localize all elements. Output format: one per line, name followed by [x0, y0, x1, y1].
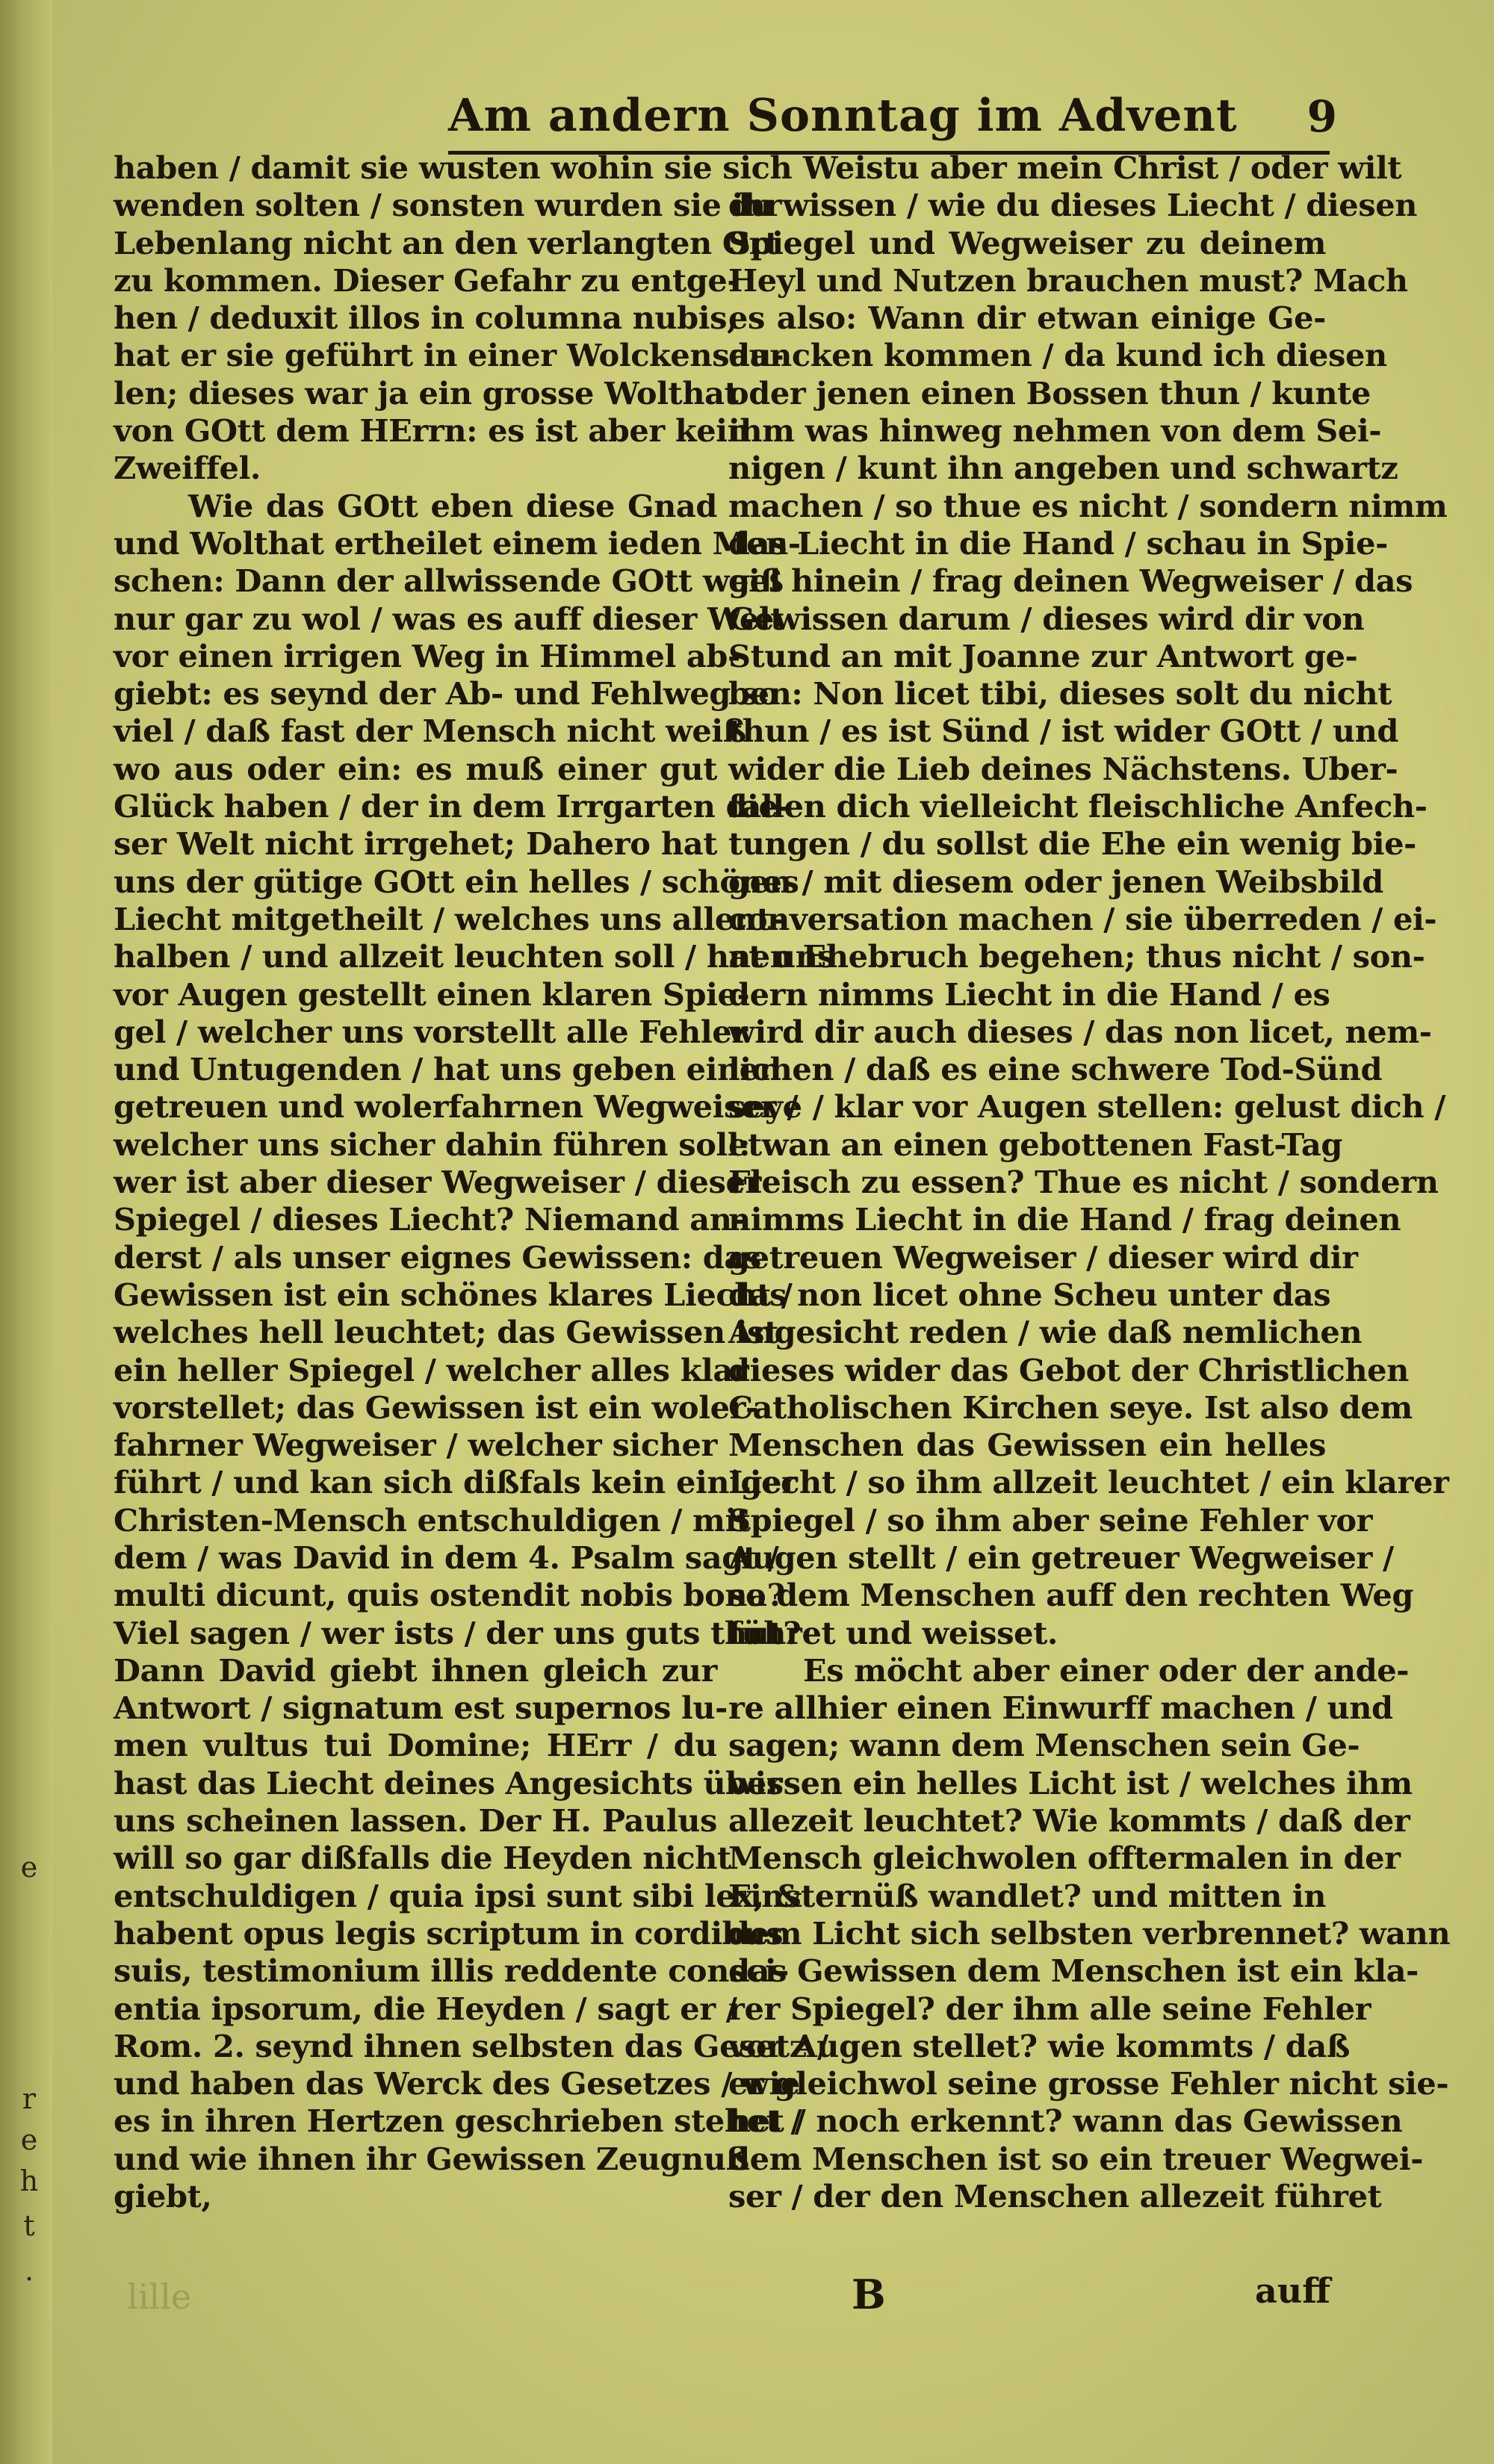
text-line: hast das Liecht deines Angesichts über	[114, 1764, 783, 1802]
text-line: Viel sagen / wer ists / der uns guts thut?	[114, 1614, 802, 1651]
text-line: oder jenen einen Bossen thun / kunte	[728, 374, 1371, 412]
text-line: hat er sie geführt in einer Wolckensau-	[114, 337, 784, 374]
text-line: nigen / kunt ihn angeben und schwartz	[728, 450, 1398, 487]
text-line: schen: Dann der allwissende GOtt weiß	[114, 562, 784, 600]
text-line: Christen-Mensch entschuldigen / mit	[114, 1501, 751, 1539]
text-line: führet und weisset.	[728, 1614, 1058, 1651]
catchword: auff	[1255, 2271, 1331, 2311]
text-line: Antwort / signatum est supernos lu-	[114, 1689, 728, 1727]
text-line: Gewissen darum / dieses wird dir von	[728, 600, 1365, 637]
text-line: ihm was hinweg nehmen von dem Sei-	[728, 412, 1382, 450]
text-line: Mensch gleichwolen offtermalen in der	[728, 1840, 1401, 1877]
text-line: suis, testimonium illis reddente consci-	[114, 1952, 790, 1990]
text-line: Rom. 2. seynd ihnen selbsten das Gesetz /	[114, 2027, 828, 2064]
text-line: Stund an mit Joanne zur Antwort ge-	[728, 637, 1358, 674]
text-line: nimms Liecht in die Hand / frag deinen	[728, 1201, 1401, 1238]
text-line: thun / es ist Sünd / ist wider GOtt / und	[728, 713, 1399, 750]
text-line: Es möcht aber einer oder der ande-	[803, 1651, 1410, 1689]
text-line: Lebenlang nicht an den verlangten Ort	[114, 224, 779, 261]
text-line: allezeit leuchtet? Wie kommts / daß der	[728, 1802, 1410, 1840]
text-line: es also: Wann dir etwan einige Ge-	[728, 300, 1326, 337]
text-line: dern nimms Liecht in die Hand / es	[728, 975, 1330, 1013]
bleed-through-text: lille	[127, 2277, 192, 2317]
text-line: derst / als unser eignes Gewissen: das	[114, 1238, 761, 1276]
text-line: uns der gütige GOtt ein helles / schönes	[114, 863, 799, 900]
text-line: Finsternüß wandlet? und mitten in	[728, 1877, 1327, 1914]
text-line: halben / und allzeit leuchten soll / hat uns	[114, 938, 835, 975]
text-line: entia ipsorum, die Heyden / sagt er /	[114, 1990, 737, 2027]
text-line: Augen stellt / ein getreuer Wegweiser /	[728, 1539, 1394, 1576]
text-line: Liecht mitgetheilt / welches uns allent-	[114, 900, 784, 937]
text-line: habent opus legis scriptum in cordibus	[114, 1914, 784, 1952]
text-line: es in ihren Hertzen geschrieben stehet /	[114, 2103, 802, 2140]
text-line: nur gar zu wol / was es auff dieser Welt	[114, 600, 784, 637]
text-line: führt / und kan sich dißfals kein einiger	[114, 1464, 798, 1501]
running-title: Am andern Sonntag im Advent	[448, 90, 1238, 142]
text-line: conversation machen / sie überreden / ei-	[728, 900, 1437, 937]
text-line: getreuen und wolerfahrnen Wegweiser /	[114, 1088, 799, 1126]
text-line: das non licet ohne Scheu unter das	[728, 1276, 1331, 1313]
text-line: Angesicht reden / wie daß nemlichen	[728, 1314, 1363, 1351]
text-line: Catholischen Kirchen seye. Ist also dem	[728, 1388, 1413, 1426]
text-line: Gewissen ist ein schönes klares Liecht /	[114, 1276, 793, 1313]
text-line: wenden solten / sonsten wurden sie ihr	[114, 187, 782, 224]
text-line: wissen ein helles Licht ist / welches ihm	[728, 1764, 1413, 1802]
margin-fragment: r	[22, 2082, 37, 2115]
text-line: ser Welt nicht irrgehet; Dahero hat	[114, 825, 717, 863]
text-line: Heyl und Nutzen brauchen must? Mach	[728, 261, 1408, 299]
text-line: und Untugenden / hat uns geben einen	[114, 1051, 781, 1088]
text-line: vor Augen stellet? wie kommts / daß	[728, 2027, 1350, 2064]
text-line: rer Spiegel? der ihm alle seine Fehler	[728, 1990, 1371, 2027]
text-line: und wie ihnen ihr Gewissen Zeugnuß	[114, 2140, 749, 2177]
text-line: welcher uns sicher dahin führen soll:	[114, 1126, 751, 1163]
text-line: sagen; wann dem Menschen sein Ge-	[728, 1727, 1360, 1764]
signature-mark: B	[852, 2271, 886, 2318]
text-line: Spiegel / so ihm aber seine Fehler vor	[728, 1501, 1373, 1539]
text-line: seye / klar vor Augen stellen: gelust dich /	[728, 1088, 1445, 1126]
text-line: tungen / du sollst die Ehe ein wenig bie-	[728, 825, 1416, 863]
text-line: re allhier einen Einwurff machen / und	[728, 1689, 1393, 1727]
text-line: so dem Menschen auff den rechten Weg	[728, 1577, 1414, 1614]
text-line: Fleisch zu essen? Thue es nicht / sondern	[728, 1164, 1439, 1201]
text-line: vorstellet; das Gewissen ist ein woler-	[114, 1388, 758, 1426]
text-line: ser / der den Menschen allezeit führet	[728, 2178, 1382, 2215]
text-line: dancken kommen / da kund ich diesen	[728, 337, 1387, 374]
text-line: hen / deduxit illos in columna nubis,	[114, 300, 738, 337]
text-line: ein heller Spiegel / welcher alles klar	[114, 1351, 749, 1388]
margin-fragment: .	[24, 2254, 34, 2287]
text-line: getreuen Wegweiser / dieser wird dir	[728, 1238, 1358, 1276]
text-line: wo aus oder ein: es muß einer gut	[114, 750, 717, 787]
text-line: Liecht / so ihm allzeit leuchtet / ein klarer	[728, 1464, 1449, 1501]
text-line: multi dicunt, quis ostendit nobis bona?	[114, 1577, 785, 1614]
margin-fragment: e	[20, 1851, 38, 1884]
text-line: machen / so thue es nicht / sondern nimm	[728, 487, 1448, 524]
margin-fragment: t	[23, 2209, 35, 2242]
text-line: gel / welcher uns vorstellt alle Fehler	[114, 1013, 748, 1050]
text-line: du wissen / wie du dieses Liecht / diesen	[728, 187, 1417, 224]
left-text-column	[114, 149, 835, 2215]
text-line: viel / daß fast der Mensch nicht weiß	[114, 713, 746, 750]
text-line: men vultus tui Domine; HErr / du	[114, 1727, 717, 1764]
text-line: Zweiffel.	[114, 450, 261, 487]
text-line: Wie das GOtt eben diese Gnad	[188, 487, 717, 524]
text-line: giebt: es seynd der Ab- und Fehlweg so	[114, 675, 779, 713]
text-line: fahrner Wegweiser / welcher sicher	[114, 1427, 717, 1464]
text-line: dem Menschen ist so ein treuer Wegwei-	[728, 2140, 1424, 2177]
text-line: das Liecht in die Hand / schau in Spie-	[728, 524, 1388, 562]
text-line: dieses wider das Gebot der Christlichen	[728, 1351, 1409, 1388]
text-line: etwan an einen gebottenen Fast-Tag	[728, 1126, 1342, 1163]
text-line: gel hinein / frag deinen Wegweiser / das	[728, 562, 1413, 600]
text-line: und Wolthat ertheilet einem ieden Men-	[114, 524, 801, 562]
text-line: will so gar dißfalls die Heyden nicht	[114, 1840, 731, 1877]
text-line: von GOtt dem HErrn: es ist aber kein	[114, 412, 750, 450]
text-line: Spiegel / dieses Liecht? Niemand an-	[114, 1201, 745, 1238]
text-line: das Gewissen dem Menschen ist ein kla-	[728, 1952, 1419, 1990]
text-line: nen Ehebruch begehen; thus nicht / son-	[728, 938, 1425, 975]
text-line: dem Licht sich selbsten verbrennet? wann	[728, 1914, 1451, 1952]
text-line: welches hell leuchtet; das Gewissen ist	[114, 1314, 778, 1351]
text-line: entschuldigen / quia ipsi sunt sibi lex, &	[114, 1877, 802, 1914]
text-line: fallen dich vielleicht fleischliche Anfech-	[728, 788, 1428, 825]
margin-fragment: h	[19, 2164, 39, 2197]
text-line: Glück haben / der in dem Irrgarten die-	[114, 788, 791, 825]
text-line: vor einen irrigen Weg in Himmel ab-	[114, 637, 740, 674]
text-line: wer ist aber dieser Wegweiser / dieser	[114, 1164, 761, 1201]
text-line: vor Augen gestellt einen klaren Spie-	[114, 975, 750, 1013]
text-line: zu kommen. Dieser Gefahr zu entge-	[114, 261, 740, 299]
text-line: wird dir auch dieses / das non licet, nem-	[728, 1013, 1432, 1050]
text-line: und haben das Werck des Gesetzes / wie	[114, 2065, 800, 2103]
page-number: 9	[1307, 91, 1337, 142]
text-line: er gleichwol seine grosse Fehler nicht sie-	[728, 2065, 1449, 2103]
running-header	[448, 84, 1337, 155]
text-line: gen / mit diesem oder jenen Weibsbild	[728, 863, 1383, 900]
right-text-column	[728, 149, 1451, 2215]
text-line: ben: Non licet tibi, dieses solt du nicht	[728, 675, 1392, 713]
text-line: Dann David giebt ihnen gleich zur	[114, 1651, 717, 1689]
text-line: lichen / daß es eine schwere Tod-Sünd	[728, 1051, 1383, 1088]
text-line: wider die Lieb deines Nächstens. Uber-	[728, 750, 1398, 787]
text-line: het / noch erkennt? wann das Gewissen	[728, 2103, 1403, 2140]
text-line: giebt,	[114, 2178, 212, 2215]
text-line: Menschen das Gewissen ein helles	[728, 1427, 1326, 1464]
margin-fragment: e	[20, 2123, 38, 2156]
text-line: dem / was David in dem 4. Psalm sagt /	[114, 1539, 779, 1576]
text-line: len; dieses war ja ein grosse Wolthat	[114, 374, 739, 412]
text-line: haben / damit sie wusten wohin sie sich	[114, 149, 793, 186]
text-line: Weistu aber mein Christ / oder wilt	[803, 149, 1402, 186]
text-line: Spiegel und Wegweiser zu deinem	[728, 224, 1326, 261]
text-line: uns scheinen lassen. Der H. Paulus	[114, 1802, 717, 1840]
